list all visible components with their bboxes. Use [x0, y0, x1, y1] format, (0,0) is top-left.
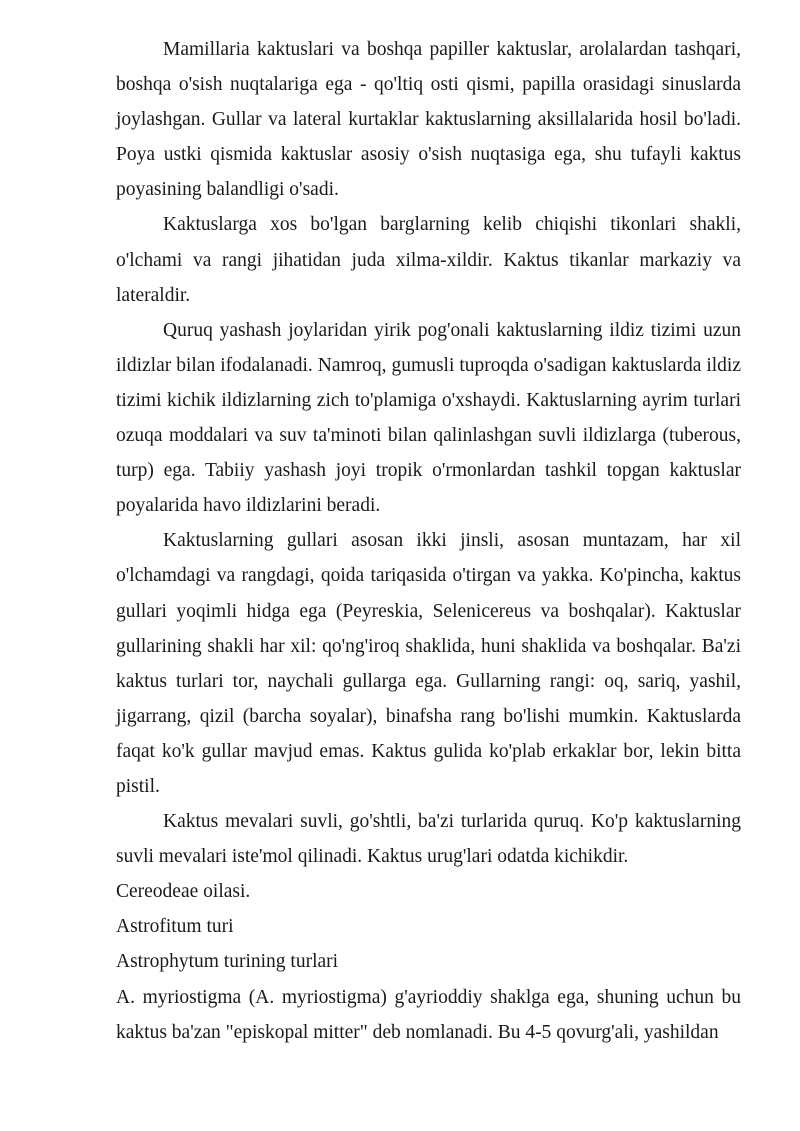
paragraph-gullar: Kaktuslarning gullari asosan ikki jinsli, asosan muntazam, har xil o'lchamdagi va rangdagi, qoida tariqasida o'tirgan va yakka. Ko'pincha, kaktus gullari yoqimli hidga ega (Peyreskia, Selenicereus va boshqalar). Kaktuslar gullarining shakli har xil: qo'ng'iroq shaklida, huni shaklida va boshqalar. Ba'zi kaktus turlari tor, naychali gullarga ega. Gullarning rangi: oq, sariq, yashil, jigarrang, qizil (barcha soyalar), binafsha rang bo'lishi mumkin. Kaktuslarda faqat ko'k gullar mavjud emas. Kaktus gulida ko'plab erkaklar bor, lekin bitta pistil.: [116, 530, 741, 797]
heading-genus: Astrofitum turi: [116, 916, 234, 938]
paragraph-ildiz-tizimi: Quruq yashash joylaridan yirik pog'onali kaktuslarning ildiz tizimi uzun ildizlar bilan ifodalanadi. Namroq, gumusli tuproqda o'sadigan kaktuslarda ildiz tizimi kichik ildizlarning zich to'plamiga o'xshaydi. Kaktuslarning ayrim turlari ozuqa moddalari va suv ta'minoti bilan qalinlashgan suvli ildizlarga (tuberous, turp) ega. Tabiiy yashash joyi tropik o'rmonlardan tashkil topgan kaktuslar poyalarida havo ildizlarini beradi.: [116, 319, 741, 517]
heading-species-list: Astrophytum turining turlari: [116, 951, 339, 973]
heading-family: Cereodeae oilasi.: [116, 881, 251, 903]
document-page: [116, 32, 741, 1050]
paragraph-tikonlar: Kaktuslarga xos bo'lgan barglarning kelib chiqishi tikonlari shakli, o'lchami va rangi jihatidan juda xilma-xildir. Kaktus tikanlar markaziy va lateraldir.: [116, 214, 741, 306]
paragraph-myriostigma: A. myriostigma (A. myriostigma) g'ayrioddiy shaklga ega, shuning uchun bu kaktus ba'zan "episkopal mitter" deb nomlanadi. Bu 4-5 qovurg'ali, yashildan: [116, 986, 741, 1043]
paragraph-mamillaria: Mamillaria kaktuslari va boshqa papiller kaktuslar, arolalardan tashqari, boshqa o'sish nuqtalariga ega - qo'ltiq osti qismi, papilla orasidagi sinuslarda joylashgan. Gullar va lateral kurtaklar kaktuslarning aksillalarida hosil bo'ladi. Poya ustki qismida kaktuslar asosiy o'sish nuqtasiga ega, shu tufayli kaktus poyasining balandligi o'sadi.: [116, 39, 741, 201]
paragraph-mevalar: Kaktus mevalari suvli, go'shtli, ba'zi turlarida quruq. Ko'p kaktuslarning suvli mevalari iste'mol qilinadi. Kaktus urug'lari odatda kichikdir.: [116, 811, 741, 868]
